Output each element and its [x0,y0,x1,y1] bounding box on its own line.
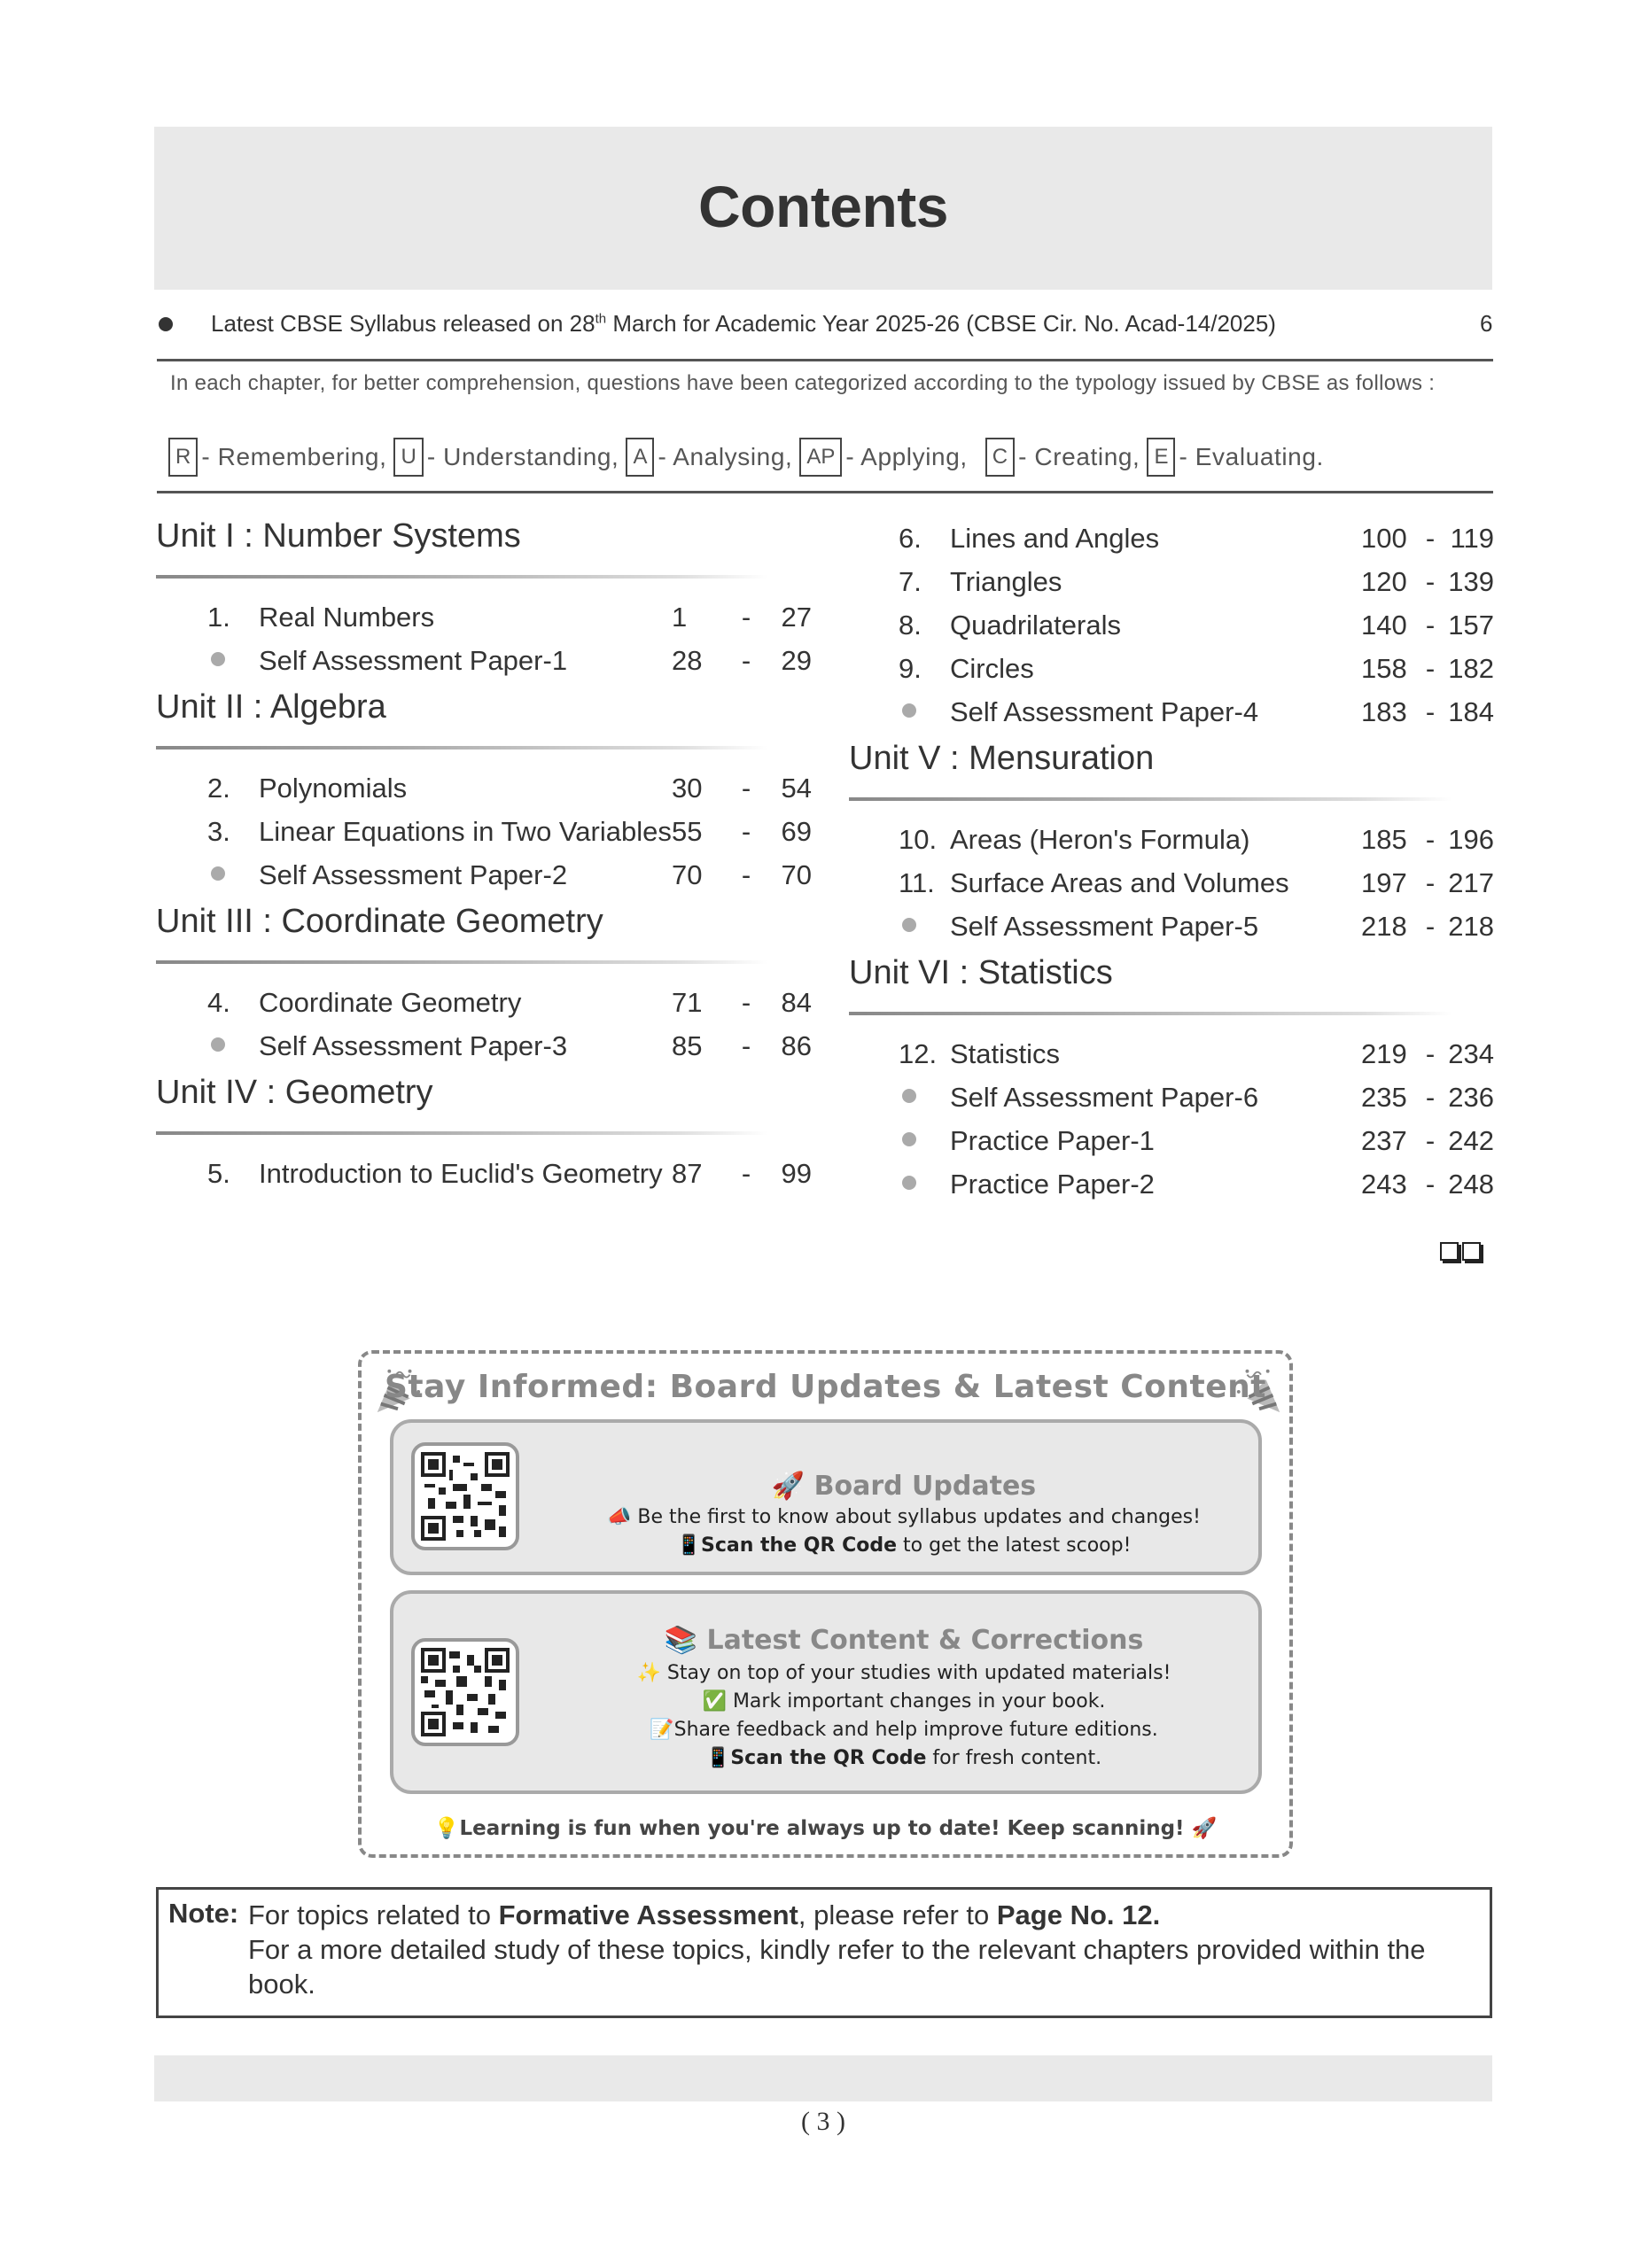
toc-entry[interactable] [156,773,812,816]
chapter-number: 9. [899,653,922,684]
chapter-title: Introduction to Euclid's Geometry [259,1158,663,1189]
toc-entry[interactable] [849,911,1494,954]
unit-heading: Unit V : Mensuration [849,740,1155,777]
typology-legend [168,438,1331,477]
unit-divider [156,575,767,579]
toc-entry[interactable] [849,696,1494,740]
page-number: ( 3 ) [801,2107,845,2136]
toc-entry[interactable] [156,987,812,1030]
range-dash: - [1425,653,1436,684]
page-from: 120 [1361,566,1407,597]
typology-code-box: A [626,438,654,477]
chapter-title: Linear Equations in Two Variables [259,816,672,847]
page-to: 234 [1448,1038,1494,1069]
footer-band [154,2055,1492,2101]
page-from: 185 [1361,824,1407,855]
bullet-icon [207,870,259,884]
chapter-title: Polynomials [259,773,408,804]
chapter-number: 12. [899,1038,938,1069]
range-dash: - [1425,610,1436,641]
chapter-title: Practice Paper-1 [950,1125,1155,1156]
page-from: 235 [1361,1082,1407,1113]
qr-code-board-updates[interactable] [411,1442,519,1550]
stay-informed-title: Stay Informed: Board Updates & Latest Content [385,1369,1266,1405]
bullet-icon [899,707,950,721]
mobile-phone-icon: 📱 [705,1747,731,1769]
qr-code-icon [421,1452,510,1541]
unit-divider [849,1012,1452,1015]
typology-intro: In each chapter, for better comprehension, questions have been categorized according to the typology issued by CBSE as follows : [170,371,1436,395]
unit-heading: Unit III : Coordinate Geometry [156,903,603,940]
board-updates-heading: 🚀 Board Updates [771,1471,1037,1502]
note-text: For topics related to Formative Assessment, please refer to Page No. 12. For a more detailed study of these topics, kindly refer to the relevant chapters provided within the book. [248,1899,1426,2000]
chapter-number: 6. [899,523,922,554]
chapter-number: 5. [207,1158,230,1189]
memo-icon: 📝 [650,1719,674,1741]
contents-left-column [156,517,812,1201]
note-label: Note: [168,1898,239,1929]
latest-content-line: ✨ Stay on top of your studies with updated materials! [636,1662,1171,1684]
chapter-title: Triangles [950,566,1062,597]
unit-heading: Unit VI : Statistics [849,954,1113,991]
page-to: 99 [781,1158,812,1189]
page-to: 242 [1448,1125,1494,1156]
toc-entry[interactable] [849,653,1494,696]
board-updates-content [549,1471,1258,1560]
page-from: 183 [1361,696,1407,727]
typology-label: - Remembering, [201,443,387,470]
page-title: Contents [698,174,948,239]
range-dash: - [1425,566,1436,597]
toc-entry[interactable] [156,816,812,859]
range-dash: - [1425,824,1436,855]
megaphone-icon: 📣 [607,1506,638,1528]
syllabus-text: Latest CBSE Syllabus released on 28 [211,310,595,337]
toc-entry[interactable] [849,610,1494,653]
range-dash: - [741,1030,751,1061]
range-dash: - [741,816,751,847]
typology-code-box: R [168,438,198,477]
chapter-title: Quadrilaterals [950,610,1121,641]
range-dash: - [1425,1082,1436,1113]
chapter-title: Surface Areas and Volumes [950,867,1289,898]
page-from: 30 [672,773,703,804]
chapter-number: 4. [207,987,230,1018]
unit-heading: Unit I : Number Systems [156,517,521,555]
typology-label: - Creating, [1018,443,1140,470]
page-from: 87 [672,1158,703,1189]
syllabus-link[interactable] [211,310,1276,338]
chapter-title: Practice Paper-2 [950,1169,1155,1200]
chapter-number: 7. [899,566,922,597]
qr-code-latest-content[interactable] [411,1638,519,1746]
page-from: 100 [1361,523,1407,554]
toc-entry[interactable] [156,859,812,903]
page-to: 86 [781,1030,812,1061]
chapter-title: Self Assessment Paper-2 [259,859,568,890]
chapter-title: Real Numbers [259,602,435,633]
typology-code-box: U [393,438,423,477]
range-dash: - [1425,1169,1436,1200]
page-from: 70 [672,859,703,890]
range-dash: - [741,987,751,1018]
chapter-title: Self Assessment Paper-6 [950,1082,1259,1113]
syllabus-page-number: 6 [1480,310,1493,337]
sparkles-icon: ✨ [636,1662,667,1684]
toc-entry[interactable] [156,1158,812,1201]
range-dash: - [1425,911,1436,942]
page-to: 27 [781,602,812,633]
unit-divider [156,746,767,750]
latest-content-heading: 📚 Latest Content & Corrections [664,1625,1144,1656]
page-reference: Page No. 12. [996,1899,1161,1930]
typology-label: - Understanding, [426,443,619,470]
bullet-icon [899,1092,950,1107]
page-to: 29 [781,645,812,676]
range-dash: - [741,602,751,633]
end-of-section-icon [1440,1242,1481,1261]
range-dash: - [1425,696,1436,727]
page-to: 139 [1448,566,1494,597]
page-to: 54 [781,773,812,804]
chapter-title: Self Assessment Paper-1 [259,645,568,676]
chapter-number: 11. [899,867,935,898]
syllabus-text-rest: March for Academic Year 2025-26 (CBSE Cir. No. Acad-14/2025) [606,310,1276,337]
page-to: 196 [1448,824,1494,855]
range-dash: - [1425,867,1436,898]
page-to: 119 [1450,523,1494,554]
toc-entry[interactable] [156,1030,812,1074]
unit-heading: Unit IV : Geometry [156,1074,433,1111]
books-icon: 📚 [664,1625,707,1656]
chapter-title: Statistics [950,1038,1061,1069]
bullet-icon [899,1136,950,1150]
page-from: 28 [672,645,703,676]
typology-label: - Analysing, [658,443,793,470]
unit-divider [849,797,1452,801]
bullet-icon [207,1041,259,1055]
bullet-icon [207,656,259,670]
page-from: 71 [672,987,703,1018]
toc-entry[interactable] [849,1169,1494,1212]
toc-entry[interactable] [849,824,1494,867]
page-from: 1 [672,602,688,633]
unit-heading: Unit II : Algebra [156,688,386,726]
unit-divider [156,960,767,964]
page-to: 218 [1448,911,1494,942]
contents-right-column [849,523,1494,1212]
range-dash: - [741,1158,751,1189]
page-from: 197 [1361,867,1407,898]
page-to: 69 [781,816,812,847]
bullet-icon [159,317,173,331]
unit-divider [156,1131,767,1135]
board-updates-line: 📱Scan the QR Code to get the latest scoop! [676,1534,1132,1557]
page-to: 70 [781,859,812,890]
board-updates-line: 📣 Be the first to know about syllabus updates and changes! [607,1506,1201,1528]
page-from: 243 [1361,1169,1407,1200]
typology-label: - Evaluating. [1179,443,1324,470]
range-dash: - [741,859,751,890]
mobile-phone-icon: 📱 [676,1534,701,1557]
typology-label: - Applying, [845,443,968,470]
latest-content-line: 📝Share feedback and help improve future editions. [650,1719,1158,1741]
page-to: 217 [1448,867,1494,898]
chapter-number: 1. [207,602,230,633]
range-dash: - [741,773,751,804]
toc-entry[interactable] [849,1038,1494,1082]
rocket-icon: 🚀 [771,1471,814,1502]
chapter-title: Lines and Angles [950,523,1160,554]
syllabus-sup: th [595,311,607,327]
divider [157,359,1493,361]
page-from: 219 [1361,1038,1407,1069]
chapter-number: 2. [207,773,230,804]
stay-informed-footer: 💡Learning is fun when you're always up to date! Keep scanning! 🚀 [433,1817,1218,1840]
toc-entry[interactable] [849,1125,1494,1169]
bullet-icon [899,921,950,936]
toc-entry[interactable] [849,867,1494,911]
typology-code-box: AP [799,438,842,477]
chapter-title: Self Assessment Paper-5 [950,911,1259,942]
toc-entry[interactable] [156,645,812,688]
range-dash: - [1425,1125,1436,1156]
chapter-title: Coordinate Geometry [259,987,522,1018]
chapter-number: 8. [899,610,922,641]
chapter-title: Self Assessment Paper-4 [950,696,1259,727]
divider [157,491,1493,493]
chapter-number: 10. [899,824,938,855]
typology-code-box: C [985,438,1015,477]
toc-entry[interactable] [849,1082,1494,1125]
page-to: 236 [1448,1082,1494,1113]
chapter-title: Circles [950,653,1034,684]
page-from: 237 [1361,1125,1407,1156]
chapter-number: 3. [207,816,230,847]
range-dash: - [741,645,751,676]
page-to: 184 [1448,696,1494,727]
check-box-icon: ✅ [702,1690,733,1713]
latest-content-line: ✅ Mark important changes in your book. [702,1690,1106,1713]
page-to: 248 [1448,1169,1494,1200]
latest-content-line: 📱Scan the QR Code for fresh content. [705,1747,1102,1769]
typology-code-box: E [1147,438,1175,477]
chapter-title: Self Assessment Paper-3 [259,1030,568,1061]
bullet-icon [899,1179,950,1193]
rocket-icon: 🚀 [1184,1817,1218,1840]
chapter-title: Areas (Heron's Formula) [950,824,1250,855]
page-from: 85 [672,1030,703,1061]
toc-entry[interactable] [849,523,1494,566]
toc-entry[interactable] [156,602,812,645]
page-to: 157 [1448,610,1494,641]
page-to: 182 [1448,653,1494,684]
page-to: 84 [781,987,812,1018]
formative-assessment-term: Formative Assessment [498,1899,798,1930]
page-from: 218 [1361,911,1407,942]
latest-content-content [549,1625,1258,1773]
range-dash: - [1425,523,1436,554]
light-bulb-icon: 💡 [433,1817,460,1840]
page-from: 140 [1361,610,1407,641]
page-from: 55 [672,816,703,847]
toc-entry[interactable] [849,566,1494,610]
qr-code-icon [421,1648,510,1736]
range-dash: - [1425,1038,1436,1069]
page-from: 158 [1361,653,1407,684]
